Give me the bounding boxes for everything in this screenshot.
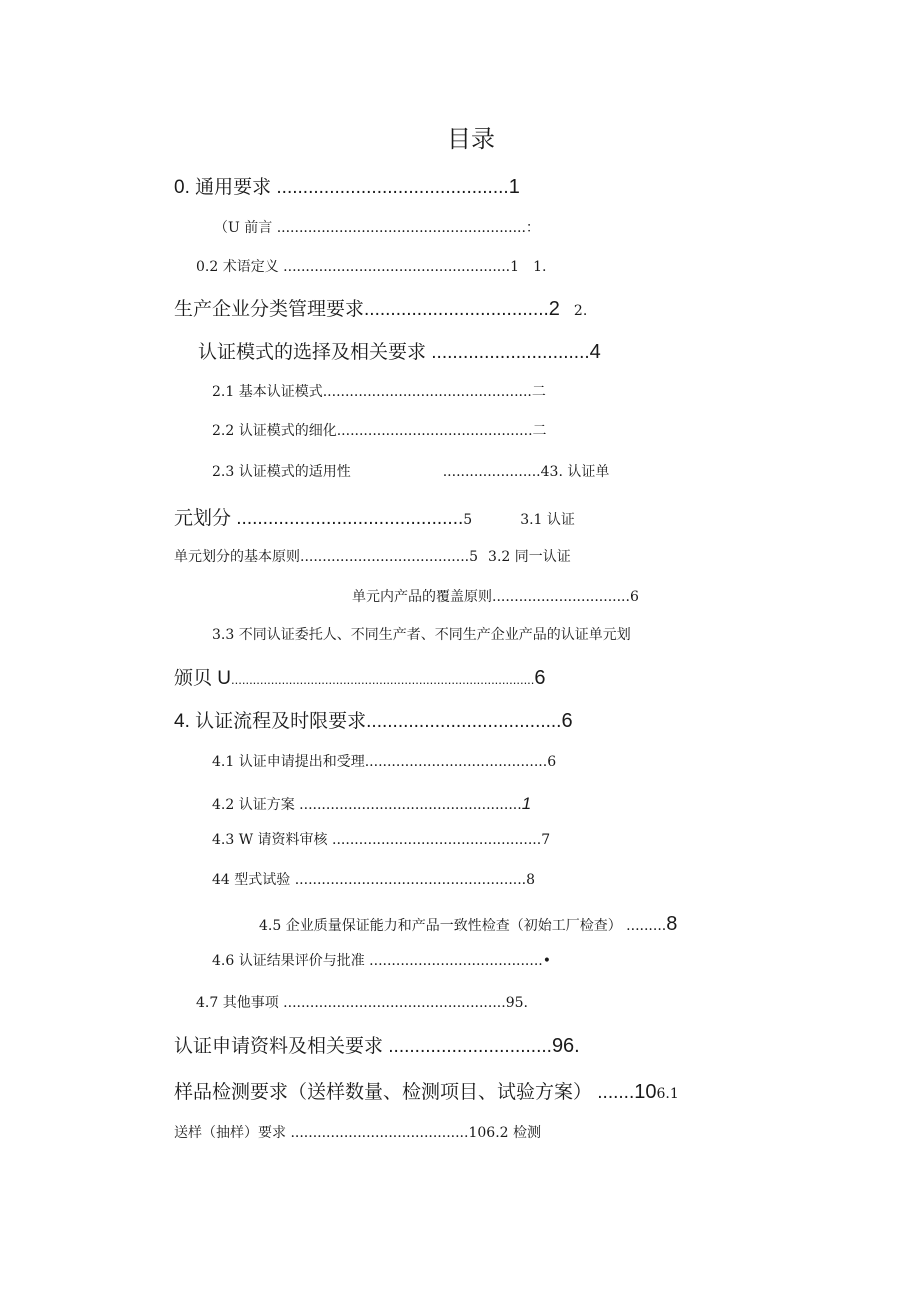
toc-entry-label: 4.5 企业质量保证能力和产品一致性检查（初始工厂检查） bbox=[259, 918, 627, 934]
toc-entry[interactable] bbox=[174, 299, 587, 319]
toc-leader: ......................................... bbox=[364, 754, 548, 770]
toc-entry[interactable] bbox=[212, 424, 547, 438]
toc-page: 6 bbox=[547, 754, 557, 770]
toc-entry[interactable] bbox=[212, 833, 550, 847]
toc-entry-label: 0. 通用要求 bbox=[174, 177, 277, 198]
toc-entry-label: 0.2 术语定义 bbox=[196, 259, 284, 275]
toc-leader: ............................................... bbox=[322, 384, 532, 400]
toc-entry[interactable] bbox=[174, 1126, 541, 1140]
toc-entry[interactable] bbox=[352, 590, 639, 604]
toc-entry[interactable] bbox=[212, 385, 546, 399]
toc-page: 4 bbox=[589, 341, 601, 363]
toc-entry[interactable] bbox=[174, 1082, 679, 1102]
toc-entry[interactable] bbox=[174, 177, 520, 197]
toc-page: 43. 认证单 bbox=[540, 464, 610, 480]
toc-entry[interactable] bbox=[212, 755, 556, 769]
toc-leader: ............................... bbox=[492, 589, 630, 605]
toc-entry-label: 认证申请资料及相关要求 bbox=[174, 1036, 389, 1057]
toc-page: 8 bbox=[666, 913, 678, 935]
toc-entry[interactable] bbox=[174, 711, 573, 731]
toc-leader: ............................................ bbox=[276, 177, 509, 198]
toc-page: 7 bbox=[541, 832, 551, 848]
toc-page: 106.2 检测 bbox=[468, 1125, 541, 1141]
toc-entry-label: 4. 认证流程及时限要求 bbox=[174, 711, 367, 732]
toc-leader: ......... bbox=[626, 918, 667, 934]
toc-entry-label: 3.3 不同认证委托人、不同生产者、不同生产企业产品的认证单元划 bbox=[212, 627, 631, 643]
toc-entry-label: 送样（抽样）要求 bbox=[174, 1125, 291, 1141]
toc-entry-label: 2.1 基本认证模式 bbox=[212, 384, 323, 400]
page-title: 目录 bbox=[447, 126, 495, 153]
toc-next-number: 6.1 bbox=[656, 1086, 679, 1102]
toc-entry[interactable] bbox=[259, 914, 677, 934]
toc-next-number: 3.1 认证 bbox=[520, 512, 575, 528]
toc-leader: ................................................... bbox=[283, 259, 511, 275]
toc-leader: ............................................ bbox=[336, 423, 533, 439]
toc-entry[interactable] bbox=[174, 550, 571, 564]
toc-page: 1 bbox=[508, 176, 520, 198]
toc-entry-label: 44 型式试验 bbox=[212, 872, 295, 888]
toc-entry[interactable] bbox=[174, 509, 575, 528]
toc-entry[interactable] bbox=[174, 668, 546, 688]
toc-entry-label: 4.1 认证申请提出和受理 bbox=[212, 754, 365, 770]
toc-entry[interactable] bbox=[212, 465, 609, 479]
toc-entry[interactable] bbox=[212, 795, 531, 812]
toc-page: • bbox=[542, 953, 551, 969]
toc-page: ： bbox=[525, 220, 540, 236]
toc-page: 二 bbox=[532, 423, 547, 439]
toc-entry-label: 认证模式的选择及相关要求 bbox=[198, 342, 432, 363]
toc-entry-label: 4.6 认证结果评价与批准 bbox=[212, 953, 370, 969]
toc-entry-label: 4.3 W 请资料审核 bbox=[212, 832, 333, 848]
toc-next-number: 2. bbox=[573, 303, 588, 319]
toc-leader: ....................................... bbox=[369, 953, 543, 969]
toc-next-number: 3.2 同一认证 bbox=[488, 549, 571, 565]
toc-entry[interactable] bbox=[196, 260, 546, 274]
toc-page: 2 bbox=[548, 298, 560, 320]
toc-page: 1 bbox=[510, 259, 520, 275]
toc-entry[interactable] bbox=[196, 996, 528, 1010]
toc-leader: .................................................................................... bbox=[231, 672, 535, 687]
toc-page: 1 bbox=[521, 794, 532, 813]
toc-leader: ...................................... bbox=[300, 549, 470, 565]
toc-leader: ........................................ bbox=[290, 1125, 469, 1141]
toc-entry[interactable] bbox=[212, 873, 535, 887]
toc-page: 5 bbox=[469, 549, 479, 565]
toc-leader: .................................................. bbox=[299, 797, 522, 813]
toc-entry[interactable] bbox=[212, 954, 551, 968]
toc-page: 5 bbox=[463, 512, 473, 528]
toc-entry-label: 2.3 认证模式的适用性 bbox=[212, 464, 351, 480]
toc-entry-label: 元划分 bbox=[174, 508, 237, 529]
toc-page: 95. bbox=[505, 995, 528, 1011]
toc-leader: .................................................. bbox=[283, 995, 506, 1011]
toc-page: 10 bbox=[634, 1081, 657, 1103]
toc-leader: ........................................... bbox=[236, 508, 464, 529]
toc-entry[interactable] bbox=[174, 1036, 580, 1056]
toc-entry-label: 颁贝 U bbox=[174, 668, 232, 689]
toc-next-number: 1. bbox=[533, 259, 547, 275]
toc-leader: .................................................... bbox=[294, 872, 527, 888]
toc-entry-label: 4.2 认证方案 bbox=[212, 797, 300, 813]
toc-page: 6 bbox=[629, 589, 639, 605]
toc-leader: ..................................... bbox=[366, 711, 562, 732]
toc-entry-label: 单元内产品的覆盖原则 bbox=[352, 589, 492, 605]
toc-entry[interactable] bbox=[214, 221, 540, 235]
toc-entry[interactable] bbox=[198, 342, 601, 362]
toc-entry-label: （U 前言 bbox=[214, 220, 277, 236]
toc-leader: ....... bbox=[597, 1082, 635, 1103]
toc-leader: ............................................... bbox=[332, 832, 542, 848]
toc-page: 96. bbox=[551, 1035, 580, 1057]
toc-page: 6 bbox=[534, 667, 546, 689]
toc-page: 8 bbox=[526, 872, 536, 888]
toc-leader: ................................... bbox=[364, 299, 549, 320]
toc-leader: ............................... bbox=[388, 1036, 552, 1057]
toc-entry-label: 生产企业分类管理要求 bbox=[174, 299, 365, 320]
toc-leader: ...................... bbox=[442, 464, 541, 480]
toc-entry[interactable] bbox=[212, 628, 631, 642]
toc-entry-label: 4.7 其他事项 bbox=[196, 995, 284, 1011]
toc-page: 二 bbox=[531, 384, 546, 400]
toc-page: 6 bbox=[561, 710, 573, 732]
toc-entry-label: 单元划分的基本原则 bbox=[174, 549, 300, 565]
toc-leader: .............................. bbox=[431, 342, 590, 363]
toc-entry-label: 2.2 认证模式的细化 bbox=[212, 423, 337, 439]
toc-leader: ........................................................ bbox=[276, 220, 526, 236]
toc-entry-label: 样品检测要求（送样数量、检测项目、试验方案） bbox=[174, 1082, 598, 1103]
